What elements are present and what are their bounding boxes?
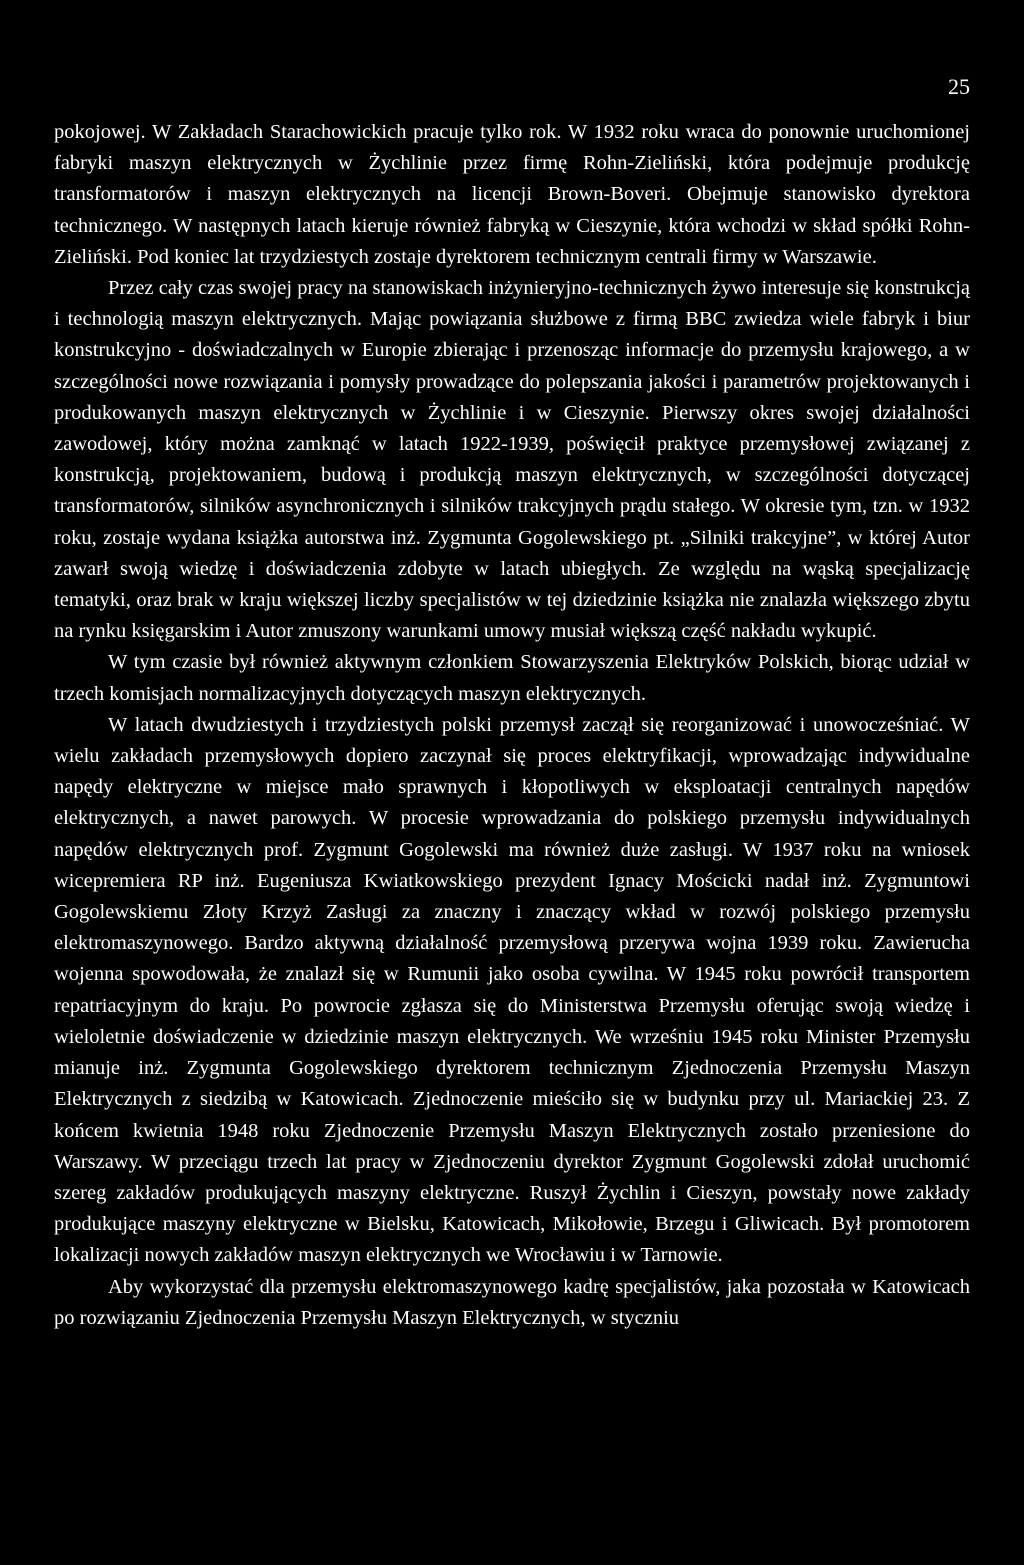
paragraph-1: pokojowej. W Zakładach Starachowickich pracuje tylko rok. W 1932 roku wraca do ponownie uruchomionej fabryki maszyn elektrycznych w Żychlinie przez firmę Rohn-Zieliński, która podejmuje produkcję transformatorów i maszyn elektrycznych na licencji Brown-Boveri. Obejmuje stanowisko dyrektora technicznego. W następnych latach kieruje również fabryką w Cieszynie, która wchodzi w skład spółki Rohn-Zieliński. Pod koniec lat trzydziestych zostaje dyrektorem technicznym centrali firmy w Warszawie. [54,121,970,268]
document-page [54,0,970,1565]
paragraph-4: W latach dwudziestych i trzydziestych polski przemysł zaczął się reorganizować i unowocześniać. W wielu zakładach przemysłowych dopiero zaczynał się proces elektryfikacji, wprowadzając indywidualne napędy elektryczne w miejsce mało sprawnych i kłopotliwych w eksploatacji centralnych napędów elektrycznych, a nawet parowych. W procesie wprowadzania do polskiego przemysłu indywidualnych napędów elektrycznych prof. Zygmunt Gogolewski ma również duże zasługi. W 1937 roku na wniosek wicepremiera RP inż. Eugeniusza Kwiatkowskiego prezydent Ignacy Mościcki nadał inż. Zygmuntowi Gogolewskiemu Złoty Krzyż Zasługi za znaczny i znaczący wkład w rozwój polskiego przemysłu elektromaszynowego. Bardzo aktywną działalność przemysłową przerywa wojna 1939 roku. Zawierucha wojenna spowodowała, że znalazł się w Rumunii jako osoba cywilna. W 1945 roku powrócił transportem repatriacyjnym do kraju. Po powrocie zgłasza się do Ministerstwa Przemysłu oferując swoją wiedzę i wieloletnie doświadczenie w dziedzinie maszyn elektrycznych. We wrześniu 1945 roku Minister Przemysłu mianuje inż. Zygmunta Gogolewskiego dyrektorem technicznym Zjednoczenia Przemysłu Maszyn Elektrycznych z siedzibą w Katowicach. Zjednoczenie mieściło się w budynku przy ul. Mariackiej 23. Z końcem kwietnia 1948 roku Zjednoczenie Przemysłu Maszyn Elektrycznych zostało przeniesione do Warszawy. W przeciągu trzech lat pracy w Zjednoczeniu dyrektor Zygmunt Gogolewski zdołał uruchomić szereg zakładów produkujących maszyny elektryczne. Ruszył Żychlin i Cieszyn, powstały nowe zakłady produkujące maszyny elektryczne w Bielsku, Katowicach, Mikołowie, Brzegu i Gliwicach. Był promotorem lokalizacji nowych zakładów maszyn elektrycznych we Wrocławiu i w Tarnowie. [54,713,970,1267]
page-number: 25 [948,74,970,99]
paragraph-5: Aby wykorzystać dla przemysłu elektromaszynowego kadrę specjalistów, jaka pozostała w Katowicach po rozwiązaniu Zjednoczenia Przemysłu Maszyn Elektrycznych, w styczniu [54,1275,970,1329]
paragraph-2: Przez cały czas swojej pracy na stanowiskach inżynieryjno-technicznych żywo interesuje się konstrukcją i technologią maszyn elektrycznych. Mając powiązania służbowe z firmą BBC zwiedza wiele fabryk i biur konstrukcyjno - doświadczalnych w Europie zbierając i przenosząc informacje do przemysłu krajowego, a w szczególności nowe rozwiązania i pomysły prowadzące do polepszania jakości i parametrów projektowanych i produkowanych maszyn elektrycznych w Żychlinie i w Cieszynie. Pierwszy okres swojej działalności zawodowej, który można zamknąć w latach 1922-1939, poświęcił praktyce przemysłowej związanej z konstrukcją, projektowaniem, budową i produkcją maszyn elektrycznych, w szczególności dotyczącej transformatorów, silników asynchronicznych i silników trakcyjnych prądu stałego. W okresie tym, tzn. w 1932 roku, zostaje wydana książka autorstwa inż. Zygmunta Gogolewskiego pt. „Silniki trakcyjne”, w której Autor zawarł swoją wiedzę i doświadczenia zdobyte w latach ubiegłych. Ze względu na wąską specjalizację tematyki, oraz brak w kraju większej liczby specjalistów w tej dziedzinie książka nie znalazła większego zbytu na rynku księgarskim i Autor zmuszony warunkami umowy musiał większą część nakładu wykupić. [54,277,970,643]
paragraph-3: W tym czasie był również aktywnym członkiem Stowarzyszenia Elektryków Polskich, biorąc udział w trzech komisjach normalizacyjnych dotyczących maszyn elektrycznych. [54,651,970,705]
body-text [54,117,970,1334]
